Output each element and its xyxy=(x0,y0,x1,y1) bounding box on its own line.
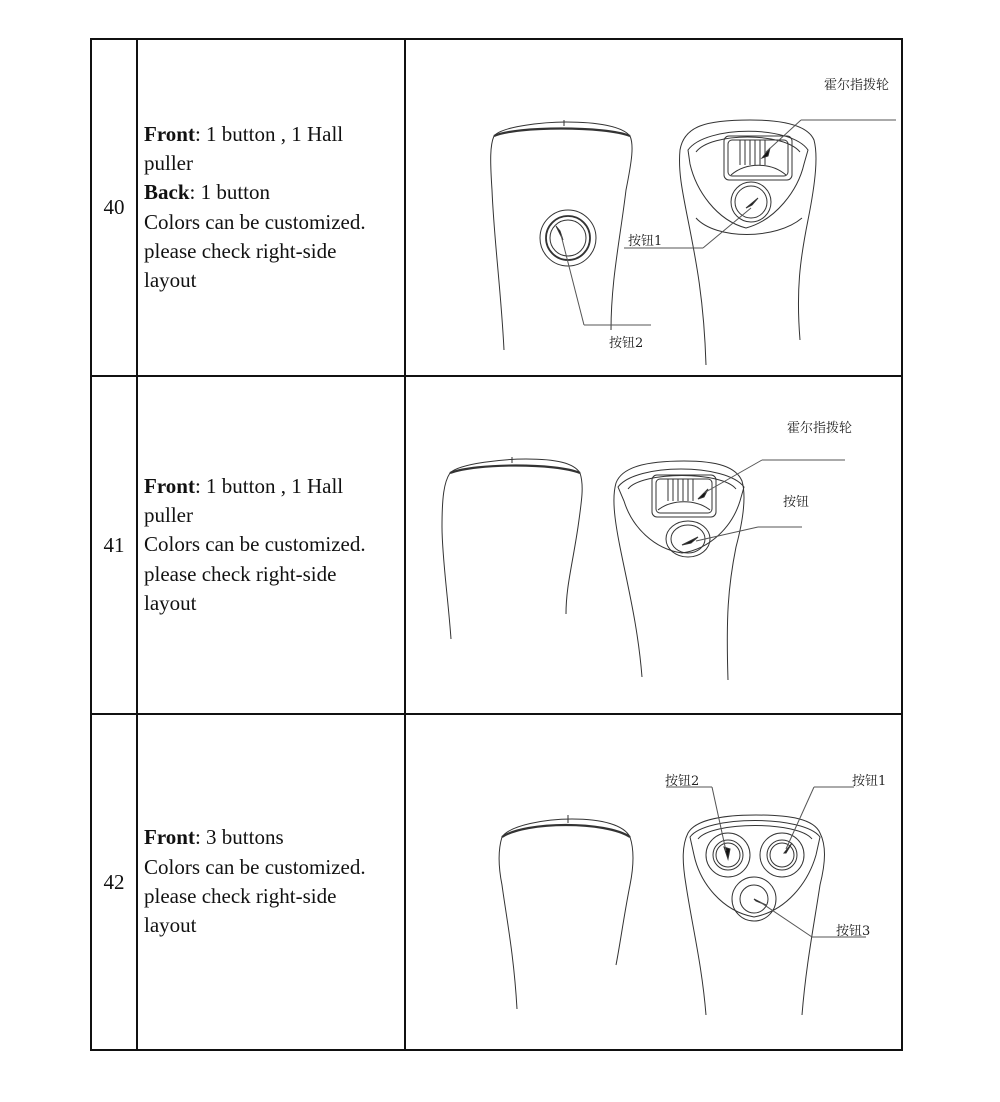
callout-button-2: 按钮2 xyxy=(609,336,644,351)
callout-button-3: 按钮3 xyxy=(836,924,871,939)
desc-line: puller xyxy=(144,503,193,528)
row-description xyxy=(138,715,406,1049)
front-view-outline xyxy=(679,120,816,365)
desc-line: layout xyxy=(144,268,197,293)
row-drawing xyxy=(406,715,901,1049)
row-description xyxy=(138,377,406,713)
callout-hall-wheel: 霍尔指拨轮 xyxy=(787,421,853,436)
button-1-icon xyxy=(760,787,854,877)
desc-line: Front: 1 button , 1 Hall xyxy=(144,121,344,146)
back-button-icon xyxy=(540,210,651,325)
row-number: 42 xyxy=(92,715,138,1049)
desc-line: please check right-side xyxy=(144,561,337,586)
row-drawing xyxy=(406,377,901,713)
table-row xyxy=(92,377,901,715)
desc-line: Colors can be customized. xyxy=(144,532,366,557)
front-view-outline xyxy=(614,461,744,680)
callout-hall-wheel: 霍尔指拨轮 xyxy=(824,78,890,93)
desc-line: Colors can be customized. xyxy=(144,209,366,234)
callout-button-2: 按钮2 xyxy=(665,774,700,789)
desc-line: Back: 1 button xyxy=(144,180,271,205)
back-view-outline xyxy=(442,457,582,639)
front-button-icon xyxy=(666,521,802,557)
hall-thumb-wheel-icon xyxy=(724,120,896,180)
desc-line: Front: 1 button , 1 Hall xyxy=(144,473,344,498)
desc-line: layout xyxy=(144,590,197,615)
front-view-outline xyxy=(683,815,824,1015)
callout-button-1: 按钮1 xyxy=(852,774,887,789)
desc-line: layout xyxy=(144,913,197,938)
spec-table xyxy=(90,38,903,1051)
desc-line: puller xyxy=(144,150,193,175)
row-number: 40 xyxy=(92,40,138,375)
table-row xyxy=(92,40,901,377)
row-number: 41 xyxy=(92,377,138,713)
desc-line: please check right-side xyxy=(144,884,337,908)
desc-line: please check right-side xyxy=(144,238,337,263)
callout-button-1: 按钮1 xyxy=(628,234,663,249)
desc-line: Colors can be customized. xyxy=(144,854,366,879)
back-view-outline xyxy=(499,815,633,1009)
row-drawing xyxy=(406,40,901,375)
callout-button: 按钮 xyxy=(783,495,810,510)
desc-line: Front: 3 buttons xyxy=(144,825,284,850)
table-row xyxy=(92,715,901,1049)
row-description xyxy=(138,40,406,375)
